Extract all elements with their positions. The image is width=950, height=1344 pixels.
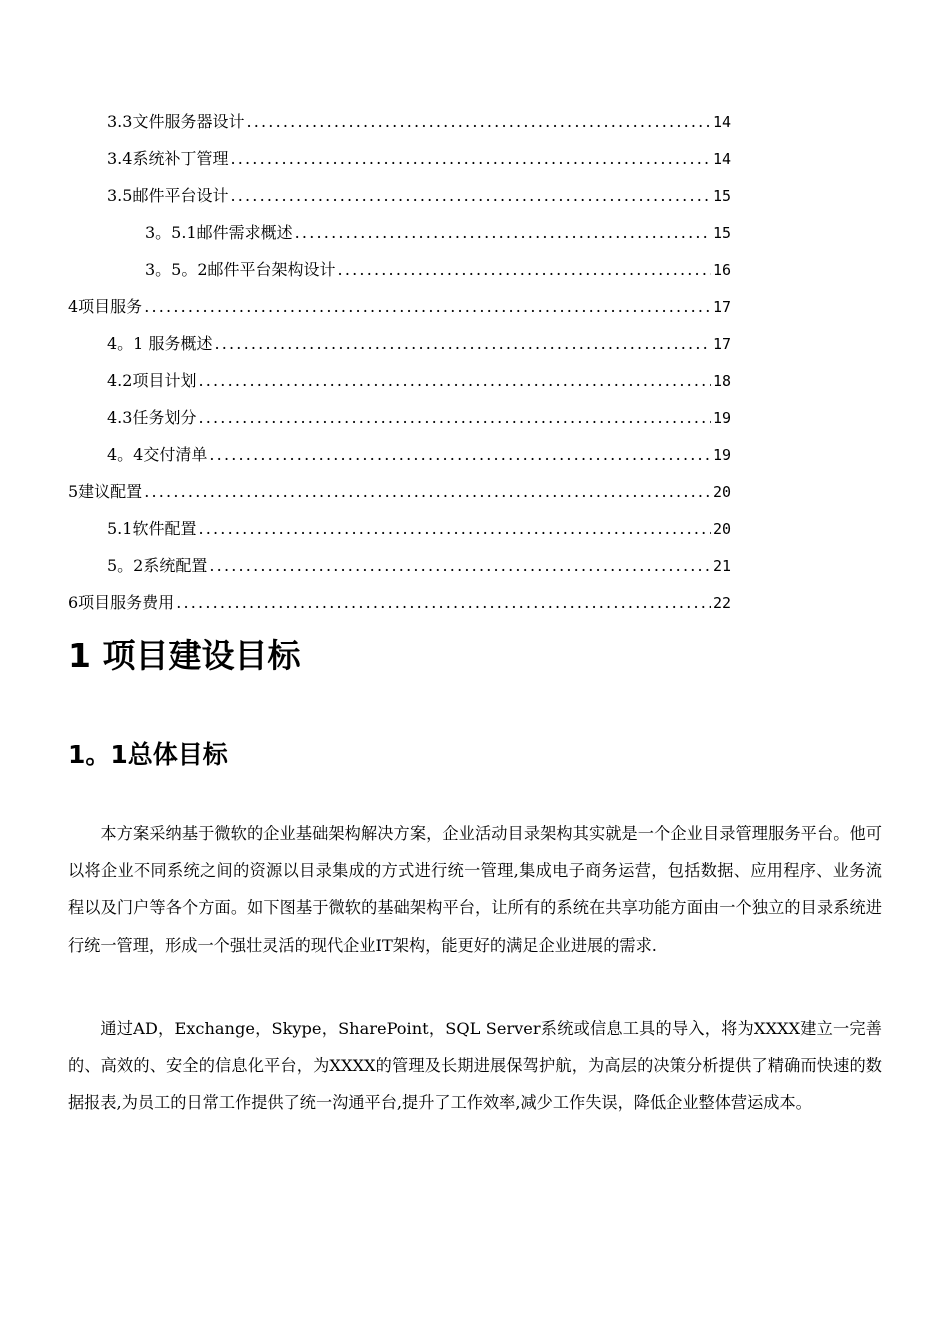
- toc-entry[interactable]: [68, 588, 731, 618]
- toc-leader-dots: [144, 477, 711, 507]
- body-paragraph-2: 通过AD，Exchange，Skype，SharePoint，SQL Server系统或信息工具的导入，将为XXXX建立一完善的、高效的、安全的信息化平台，为XXXX的管理及长期进展保驾护航，为高层的决策分析提供了精确而快速的数据报表,为员工的日常工作提供了统一沟通平台,提升了工作效率,减少工作失误，降低企业整体营运成本。: [68, 1019, 882, 1113]
- toc-leader-dots: [176, 588, 711, 618]
- toc-entry-label: 3.5邮件平台设计: [107, 186, 229, 205]
- toc-leader-dots: [214, 329, 710, 359]
- toc-entry-label: 5。2系统配置: [107, 556, 208, 575]
- toc-leader-dots: [295, 218, 711, 248]
- toc-entry-label: 4项目服务: [68, 297, 143, 316]
- toc-leader-dots: [230, 144, 710, 174]
- toc-entry-page-number: 17: [712, 335, 731, 353]
- toc-entry-label: 5建议配置: [68, 482, 143, 501]
- toc-leader-dots: [198, 366, 710, 396]
- toc-entry-page-number: 19: [712, 446, 731, 464]
- toc-entry-page-number: 18: [712, 372, 731, 390]
- toc-entry[interactable]: [107, 366, 731, 396]
- toc-entry[interactable]: [107, 144, 731, 174]
- toc-entry-page-number: 21: [712, 557, 731, 575]
- toc-leader-dots: [246, 107, 710, 137]
- toc-leader-dots: [209, 551, 711, 581]
- toc-entry-page-number: 16: [712, 261, 731, 279]
- toc-entry-label: 3。5。2邮件平台架构设计: [145, 260, 336, 279]
- section-heading-1: 1 项目建设目标: [68, 636, 301, 675]
- toc-entry-page-number: 17: [712, 298, 731, 316]
- toc-leader-dots: [209, 440, 711, 470]
- toc-entry[interactable]: [107, 107, 731, 137]
- toc-entry-page-number: 15: [712, 187, 731, 205]
- toc-entry[interactable]: [107, 551, 731, 581]
- toc-leader-dots: [144, 292, 711, 322]
- toc-entry-label: 3。5.1邮件需求概述: [145, 223, 293, 242]
- toc-entry-label: 3.4系统补丁管理: [107, 149, 229, 168]
- toc-entry[interactable]: [68, 477, 731, 507]
- toc-entry-page-number: 15: [712, 224, 731, 242]
- section-heading-1-1: 1。1总体目标: [68, 740, 228, 769]
- toc-leader-dots: [230, 181, 710, 211]
- toc-entry-page-number: 14: [712, 113, 731, 131]
- toc-entry-label: 6项目服务费用: [68, 593, 175, 612]
- toc-entry[interactable]: [145, 255, 731, 285]
- toc-entry[interactable]: [107, 181, 731, 211]
- toc-entry-label: 4.3任务划分: [107, 408, 197, 427]
- toc-leader-dots: [198, 514, 710, 544]
- toc-entry[interactable]: [107, 514, 731, 544]
- toc-entry[interactable]: [107, 440, 731, 470]
- toc-entry[interactable]: [68, 292, 731, 322]
- toc-entry-page-number: 19: [712, 409, 731, 427]
- toc-entry[interactable]: [107, 329, 731, 359]
- toc-leader-dots: [338, 255, 711, 285]
- toc-entry-page-number: 22: [712, 594, 731, 612]
- toc-entry-label: 4。4交付清单: [107, 445, 208, 464]
- body-paragraph-1: 本方案采纳基于微软的企业基础架构解决方案，企业活动目录架构其实就是一个企业目录管理服务平台。他可以将企业不同系统之间的资源以目录集成的方式进行统一管理,集成电子商务运营，包括数据、应用程序、业务流程以及门户等各个方面。如下图基于微软的基础架构平台，让所有的系统在共享功能方面由一个独立的目录系统进行统一管理，形成一个强壮灵活的现代企业IT架构，能更好的满足企业进展的需求.: [68, 824, 882, 955]
- toc-entry-page-number: 20: [712, 483, 731, 501]
- toc-entry-label: 3.3文件服务器设计: [107, 112, 245, 131]
- toc-leader-dots: [198, 403, 710, 433]
- toc-entry-label: 5.1软件配置: [107, 519, 197, 538]
- toc-entry[interactable]: [107, 403, 731, 433]
- toc-entry-label: 4。1 服务概述: [107, 334, 213, 353]
- toc-entry[interactable]: [145, 218, 731, 248]
- toc-entry-page-number: 14: [712, 150, 731, 168]
- toc-entry-label: 4.2项目计划: [107, 371, 197, 390]
- toc-entry-page-number: 20: [712, 520, 731, 538]
